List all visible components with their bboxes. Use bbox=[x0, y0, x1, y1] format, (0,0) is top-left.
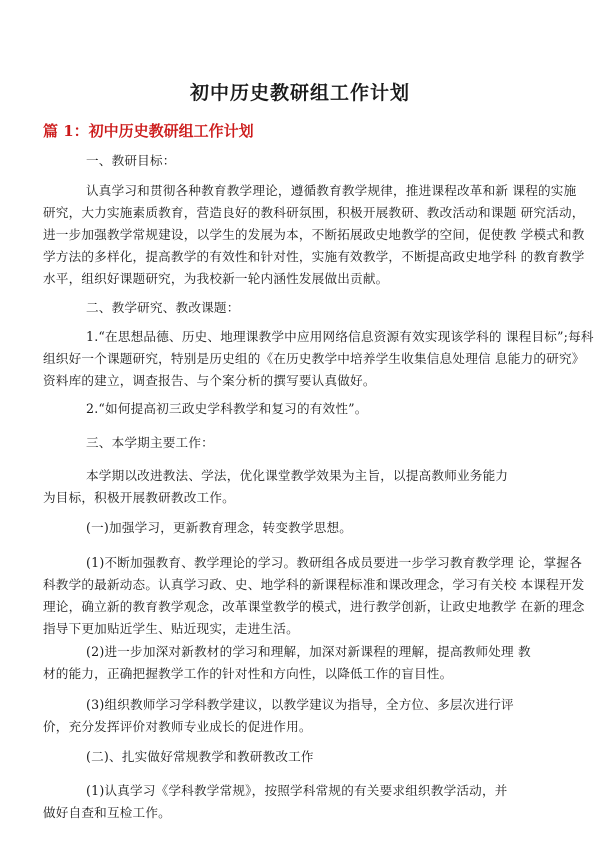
text-line: (一)加强学习，更新教育理念，转变教学思想。 bbox=[86, 520, 353, 535]
paragraph-routine-item-1 bbox=[43, 780, 508, 824]
text-line: 资料库的建立，调查报告、与个案分析的撰写要认真做好。 bbox=[43, 373, 376, 388]
text-line: 学方法的多样化，提高教学的有效性和针对性，实施有效教学，不断提高政史地学科 的教育教学 bbox=[43, 249, 585, 264]
text-line: 水平，组织好课题研究，为我校新一轮内涵性发展做出贡献。 bbox=[43, 271, 389, 286]
paragraph-item-2 bbox=[43, 641, 531, 685]
text-line: 1.“在思想品德、历史、地理课教学中应用网络信息资源有效实现该学科的 课程目标”;每科 bbox=[86, 329, 594, 344]
text-line: 进一步加强教学常规建设，以学生的发展为本，不断拓展政史地教学的空间，促使教 学模式和教 bbox=[43, 227, 585, 242]
paragraph-topic-2 bbox=[86, 398, 368, 420]
text-line: 研究，大力实施素质教育，营造良好的教科研氛围，积极开展教研、教改活动和课题 研究活动， bbox=[43, 205, 585, 220]
paragraph-topic-1 bbox=[43, 326, 594, 392]
heading-research-topics bbox=[86, 297, 240, 319]
paragraph-main-work bbox=[43, 465, 508, 509]
text-line: (2)进一步加深对新教材的学习和理解，加深对新课程的理解，提高教师处理 教 bbox=[86, 644, 531, 659]
subheading-strengthen-learning bbox=[86, 517, 352, 539]
text-line: (1)认真学习《学科教学常规》，按照学科常规的有关要求组织教学活动，并 bbox=[86, 783, 508, 798]
text-line: 做好自查和互检工作。 bbox=[43, 805, 171, 820]
subheading-routine-teaching bbox=[86, 746, 314, 768]
text-line: 理论，确立新的教育教学观念，改革课堂教学的模式，进行教学创新，让政史地教学 在新的理念 bbox=[43, 599, 585, 614]
text-line: 一、教研目标： bbox=[86, 153, 176, 168]
text-line: 二、教学研究、教改课题： bbox=[86, 300, 240, 315]
text-line: 三、本学期主要工作： bbox=[86, 435, 214, 450]
text-line: 科教学的最新动态。认真学习政、史、地学科的新课程标准和课改理念，学习有关校 本课程开发 bbox=[43, 577, 585, 592]
text-line: 指导下更加贴近学生、贴近现实，走进生活。 bbox=[43, 621, 299, 636]
text-line: 组织好一个课题研究，特别是历史组的《在历史教学中培养学生收集信息处理信 息能力的研究》 bbox=[43, 351, 585, 366]
heading-research-goals bbox=[86, 150, 176, 172]
paragraph-item-1 bbox=[43, 552, 585, 640]
text-line: 为目标，积极开展教研教改工作。 bbox=[43, 490, 235, 505]
text-line: 材的能力，正确把握教学工作的针对性和方向性，以降低工作的盲目性。 bbox=[43, 666, 453, 681]
text-line: (二)、扎实做好常规教学和教研教改工作 bbox=[86, 749, 314, 764]
text-line: 价，充分发挥评价对教师专业成长的促进作用。 bbox=[43, 719, 312, 734]
paragraph-research-goals bbox=[43, 180, 585, 290]
text-line: 认真学习和贯彻各种教育教学理论，遵循教育教学规律，推进课程改革和新 课程的实施 bbox=[86, 183, 577, 198]
document-title: 初中历史教研组工作计划 bbox=[189, 82, 410, 104]
text-line: (1)不断加强教育、教学理论的学习。教研组各成员要进一步学习教育教学理 论，掌握各 bbox=[86, 555, 583, 570]
section-heading: 篇 1：初中历史教研组工作计划 bbox=[43, 122, 254, 140]
text-line: 2.“如何提高初三政史学科教学和复习的有效性”。 bbox=[86, 401, 368, 416]
paragraph-item-3 bbox=[43, 694, 514, 738]
text-line: (3)组织教师学习学科教学建议，以教学建议为指导，全方位、多层次进行评 bbox=[86, 697, 514, 712]
text-line: 本学期以改进教法、学法，优化课堂教学效果为主旨，以提高教师业务能力 bbox=[86, 468, 509, 483]
heading-main-work bbox=[86, 432, 214, 454]
